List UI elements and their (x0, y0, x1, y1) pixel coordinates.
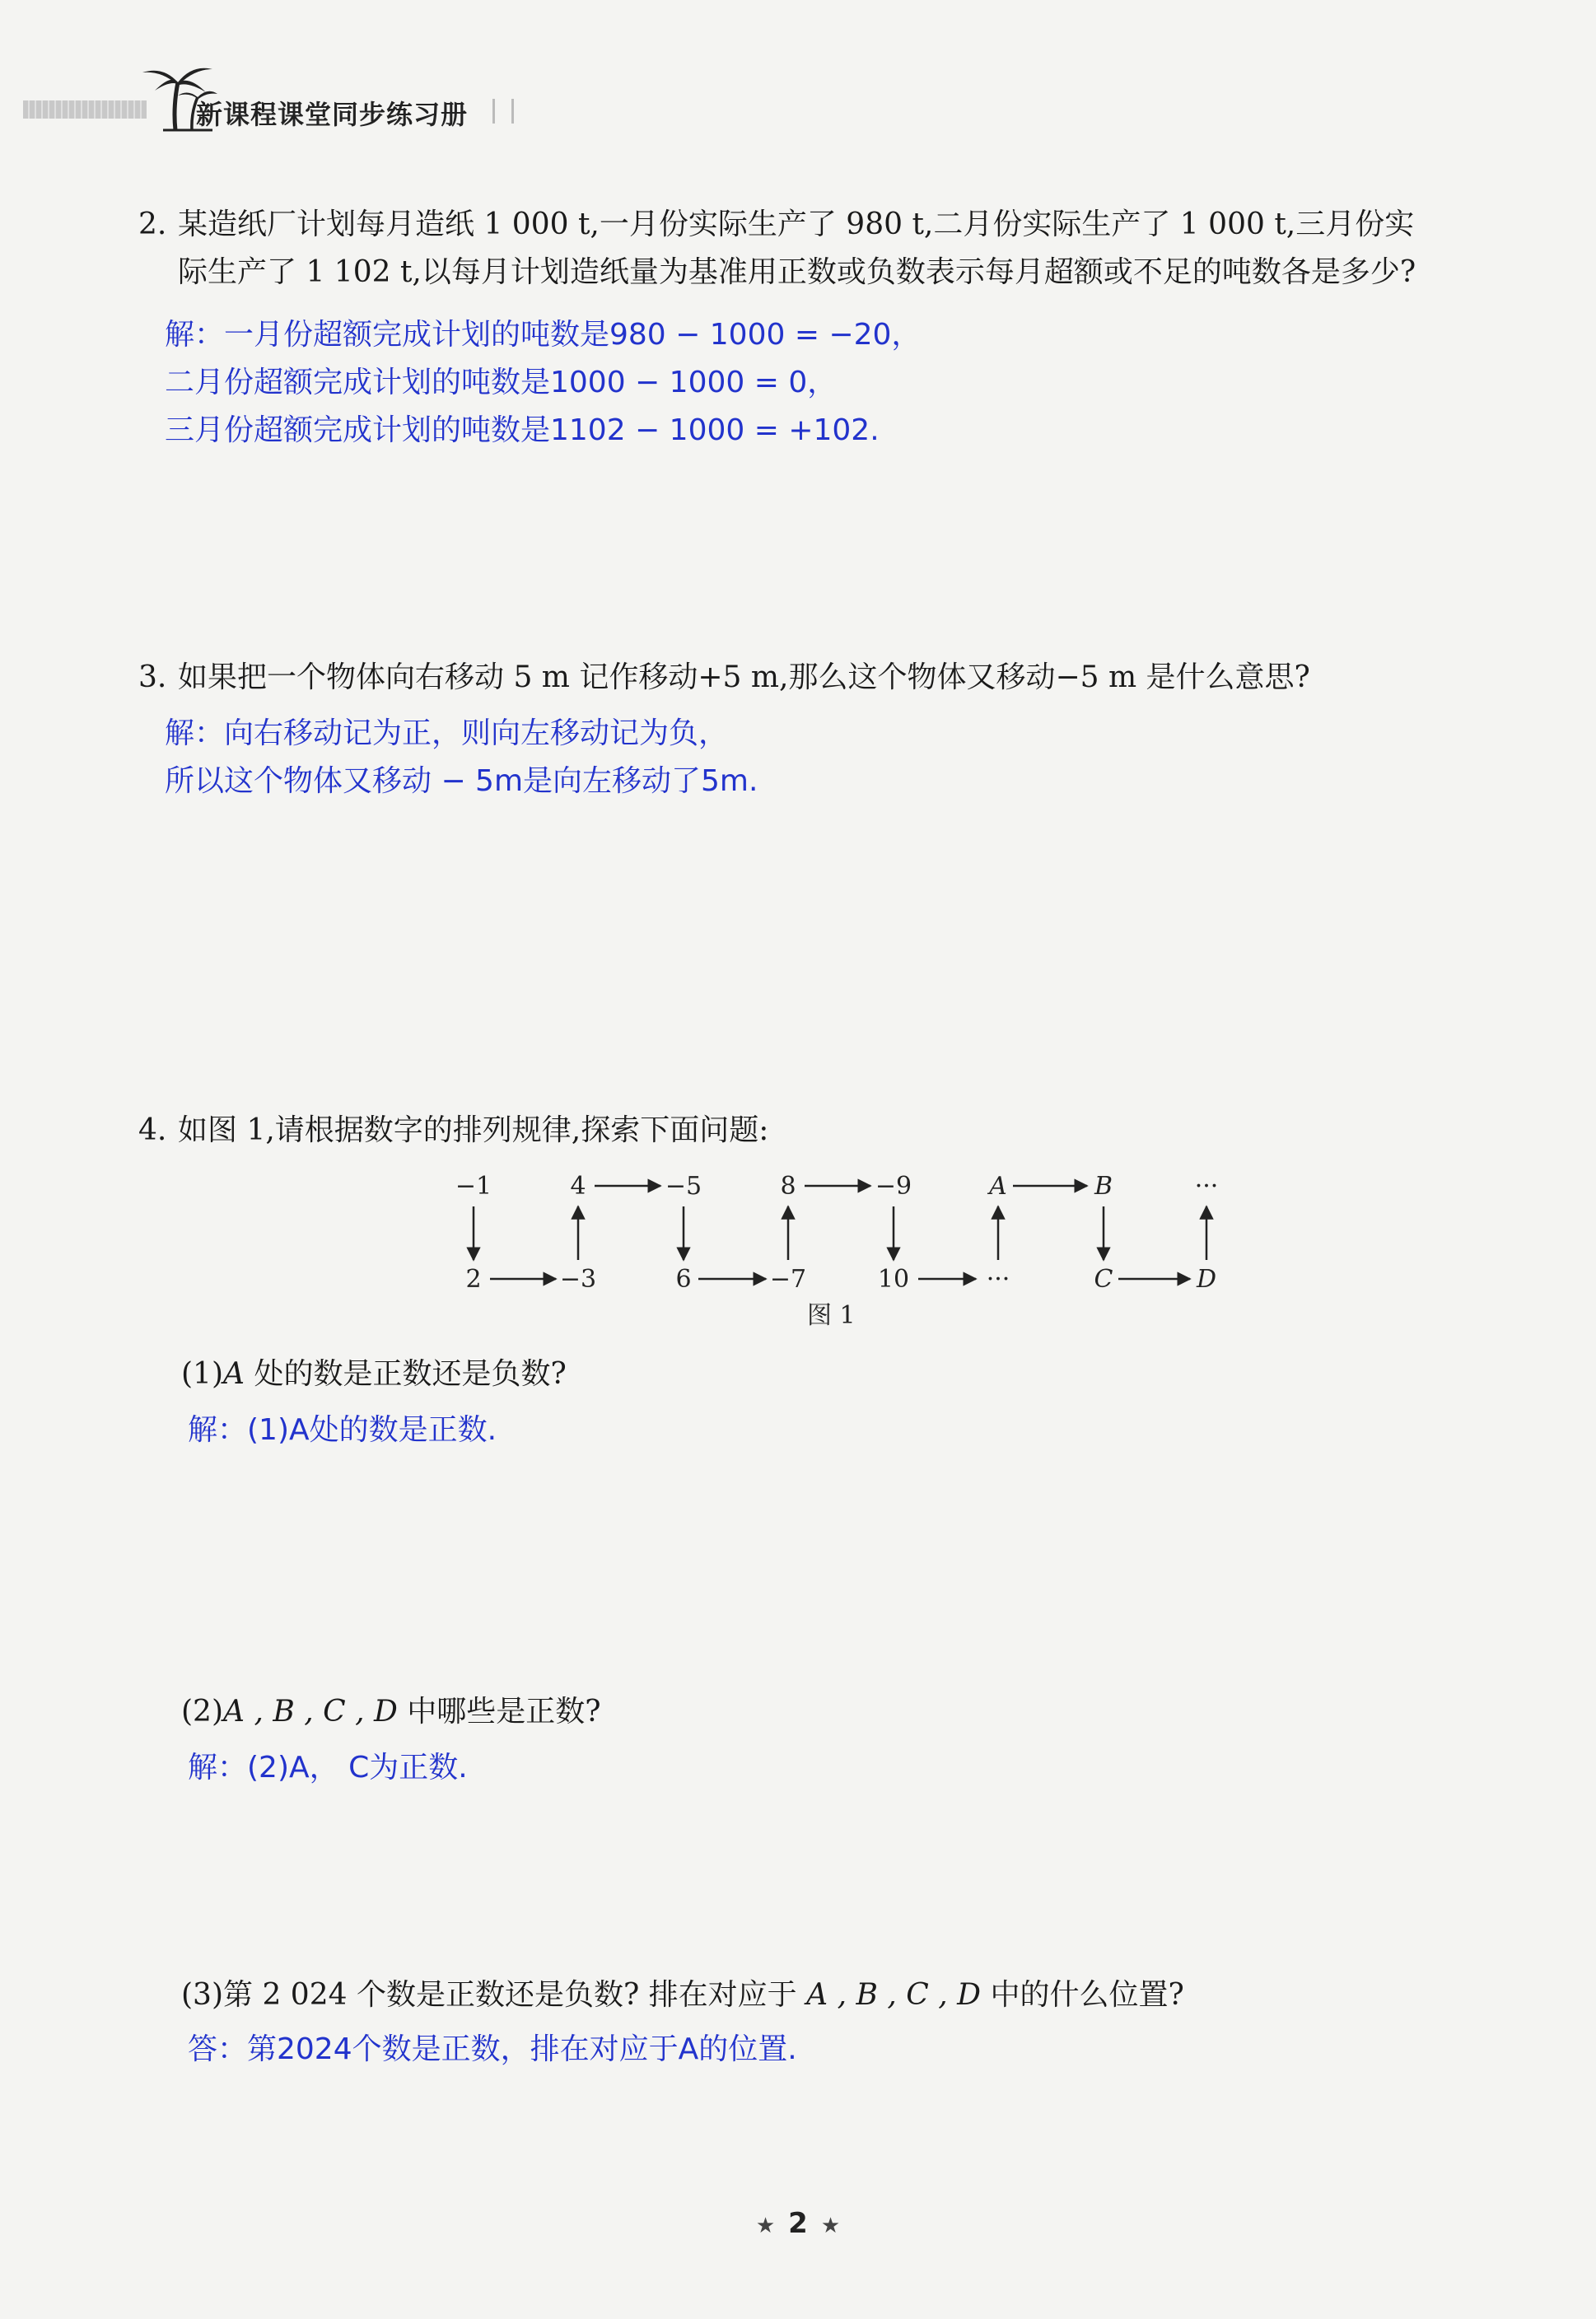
fig-top-label: 4 (570, 1172, 586, 1201)
question-4 (138, 1107, 1489, 1155)
sub-question-1 (181, 1351, 567, 1398)
fig-top-label: −9 (875, 1172, 912, 1201)
answer-line: 解：(2)A， C为正数. (188, 1751, 468, 1785)
question-2-line2: 际生产了 1 102 t,以每月计划造纸量为基准用正数或负数表示每月超额或不足的吨数各是多少? (178, 255, 1416, 289)
answer-line: 所以这个物体又移动 − 5m是向左移动了5m. (165, 764, 758, 798)
sub-text: 中的什么位置? (981, 1978, 1184, 2012)
answer-line: 二月份超额完成计划的吨数是1000 − 1000 = 0， (165, 366, 838, 399)
sub-vars: A , B , C , D (806, 1978, 981, 2012)
answer-line: 解：一月份超额完成计划的吨数是980 − 1000 = −20， (165, 318, 922, 352)
sub-prefix: (2) (181, 1695, 223, 1729)
sub-var: A (223, 1357, 245, 1391)
question-number: 4. (138, 1113, 167, 1147)
page-footer (0, 2207, 1596, 2240)
header-divider-marks (492, 99, 514, 124)
fig-top-label: −5 (665, 1172, 702, 1201)
fig-top-label: A (989, 1172, 1007, 1201)
star-icon: ★ (755, 2214, 776, 2238)
figure-caption: 图 1 (807, 1301, 856, 1330)
fig-bottom-label: C (1094, 1265, 1113, 1294)
answer-line: 解：向右移动记为正，则向左移动记为负， (165, 716, 729, 750)
fig-top-label: 8 (780, 1172, 796, 1201)
question-3 (138, 654, 1489, 702)
answer-line: 解：(1)A处的数是正数. (188, 1413, 497, 1447)
answer-line: 答：第2024个数是正数，排在对应于A的位置. (188, 2032, 797, 2066)
fig-bottom-label: −3 (559, 1265, 597, 1294)
sub-prefix: (1) (181, 1357, 223, 1391)
question-number: 3. (138, 660, 167, 694)
question-2 (138, 201, 1489, 249)
fig-bottom-label: 2 (465, 1265, 482, 1294)
header (23, 58, 517, 132)
fig-bottom-label: ··· (986, 1265, 1010, 1294)
fig-top-label: B (1094, 1172, 1113, 1201)
star-icon: ★ (820, 2214, 841, 2238)
fig-bottom-label: 6 (675, 1265, 692, 1294)
fig-bottom-label: 10 (877, 1265, 910, 1294)
question-text-line1: 如图 1,请根据数字的排列规律,探索下面问题: (178, 1113, 769, 1147)
question-text-line1: 如果把一个物体向右移动 5 m 记作移动+5 m,那么这个物体又移动−5 m 是什么意思? (178, 660, 1310, 694)
header-texture-bar (23, 100, 147, 119)
sub-prefix: (3)第 2 024 个数是正数还是负数? 排在对应于 (181, 1978, 807, 2012)
fig-bottom-label: D (1196, 1265, 1217, 1294)
fig-top-label: ··· (1194, 1172, 1219, 1201)
page-number: 2 (788, 2207, 808, 2240)
answer-line: 三月份超额完成计划的吨数是1102 − 1000 = +102. (165, 413, 880, 447)
sub-text: 处的数是正数还是负数? (245, 1357, 567, 1391)
fig-bottom-label: −7 (769, 1265, 807, 1294)
sub-question-2 (181, 1688, 601, 1736)
question-number: 2. (138, 208, 167, 241)
fig-top-label: −1 (455, 1172, 492, 1201)
series-title: 新课程课堂同步练习册 (196, 99, 469, 130)
sub-vars: A , B , C , D (223, 1695, 398, 1729)
sub-text: 中哪些是正数? (397, 1695, 601, 1729)
question-text-line1: 某造纸厂计划每月造纸 1 000 t,一月份实际生产了 980 t,二月份实际生产了 1 000 t,三月份实 (178, 208, 1415, 241)
sub-question-3 (181, 1971, 1184, 2019)
